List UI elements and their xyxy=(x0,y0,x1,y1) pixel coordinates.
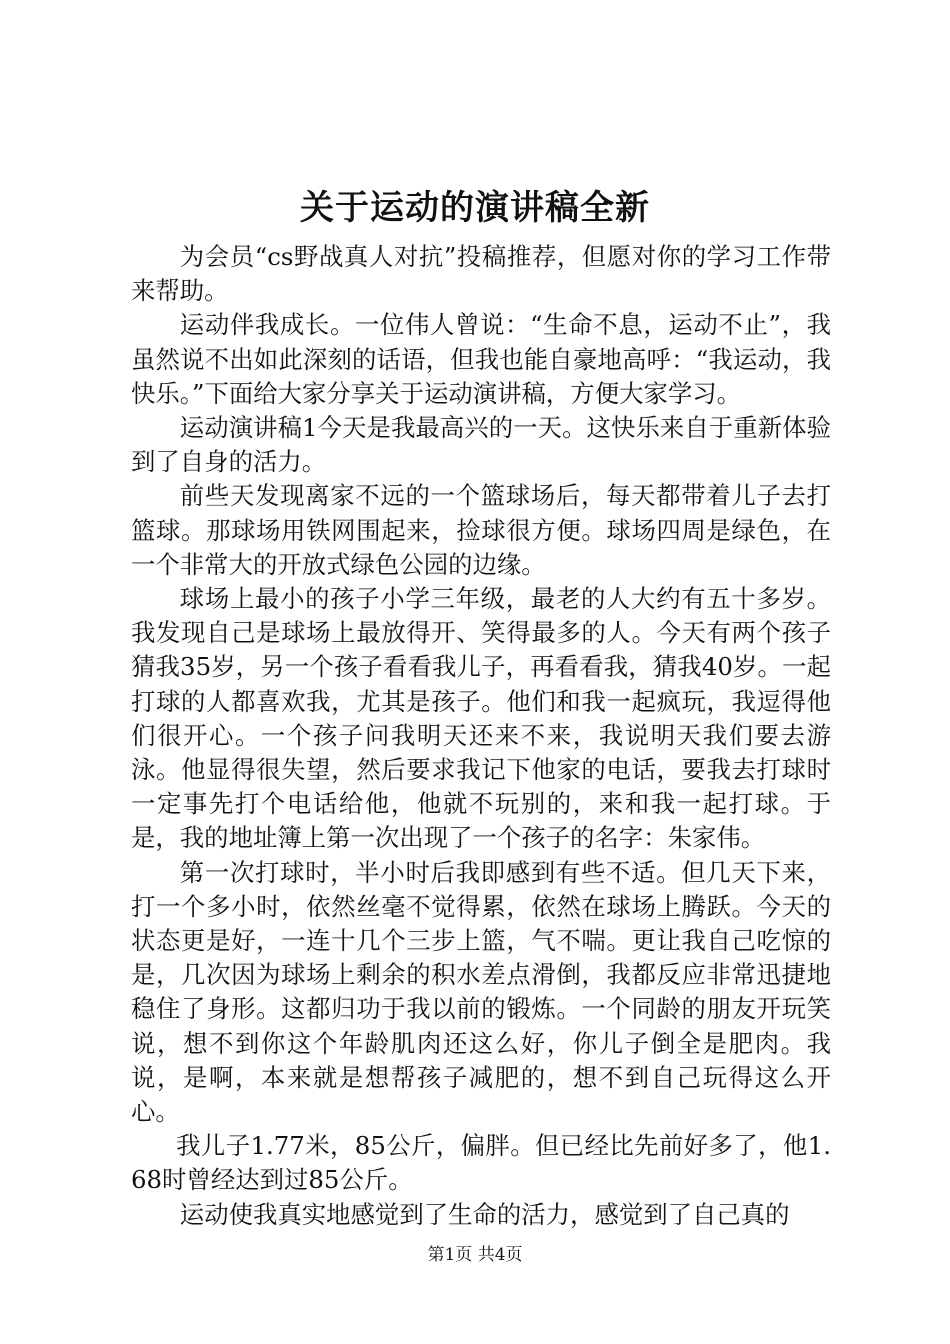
paragraph-speech-1: 运动演讲稿1今天是我最高兴的一天。这快乐来自于重新体验到了自身的活力。 xyxy=(131,413,831,477)
paragraph-children: 球场上最小的孩子小学三年级，最老的人大约有五十多岁。我发现自己是球场上最放得开、笑得最多的人。今天有两个孩子猜我35岁，另一个孩子看看我儿子，再看看我，猜我40岁。一起打球的人都喜欢我，尤其是孩子。他们和我一起疯玩，我逗得他们很开心。一个孩子问我明天还来不来，我说明天我们要去游泳。他显得很失望，然后要求我记下他家的电话，要我去打球时一定事先打个电话给他，他就不玩别的，来和我一起打球。于是，我的地址簿上第一次出现了一个孩子的名字：朱家伟。 xyxy=(131,584,831,853)
paragraph-intro: 为会员“cs野战真人对抗”投稿推荐，但愿对你的学习工作带来帮助。 xyxy=(131,242,831,306)
paragraph-quote: 运动伴我成长。一位伟人曾说：“生命不息，运动不止”，我虽然说不出如此深刻的话语，但我也能自豪地高呼：“我运动，我快乐。”下面给大家分享关于运动演讲稿，方便大家学习。 xyxy=(131,310,831,408)
paragraph-first-game: 第一次打球时，半小时后我即感到有些不适。但几天下来，打一个多小时，依然丝毫不觉得累，依然在球场上腾跃。今天的状态更是好，一连十几个三步上篮，气不喘。更让我自己吃惊的是，几次因为球场上剩余的积水差点滑倒，我都反应非常迅捷地稳住了身形。这都归功于我以前的锻炼。一个同龄的朋友开玩笑说，想不到你这个年龄肌肉还这么好，你儿子倒全是肥肉。我说，是啊，本来就是想帮孩子减肥的，想不到自己玩得这么开心。 xyxy=(131,857,831,1127)
document-body xyxy=(131,240,831,1232)
paragraph-basketball-court: 前些天发现离家不远的一个篮球场后，每天都带着儿子去打篮球。那球场用铁网围起来，捡球很方便。球场四周是绿色，在一个非常大的开放式绿色公园的边缘。 xyxy=(131,481,831,579)
document-title: 关于运动的演讲稿全新 xyxy=(300,188,650,228)
paragraph-vitality: 运动使我真实地感觉到了生命的活力，感觉到了自己真的 xyxy=(179,1199,790,1229)
page-number-footer: 第1页 共4页 xyxy=(427,1245,523,1265)
paragraph-son: 我儿子1.77米，85公斤，偏胖。但已经比先前好多了，他1.68时曾经达到过85公斤。 xyxy=(131,1131,831,1195)
